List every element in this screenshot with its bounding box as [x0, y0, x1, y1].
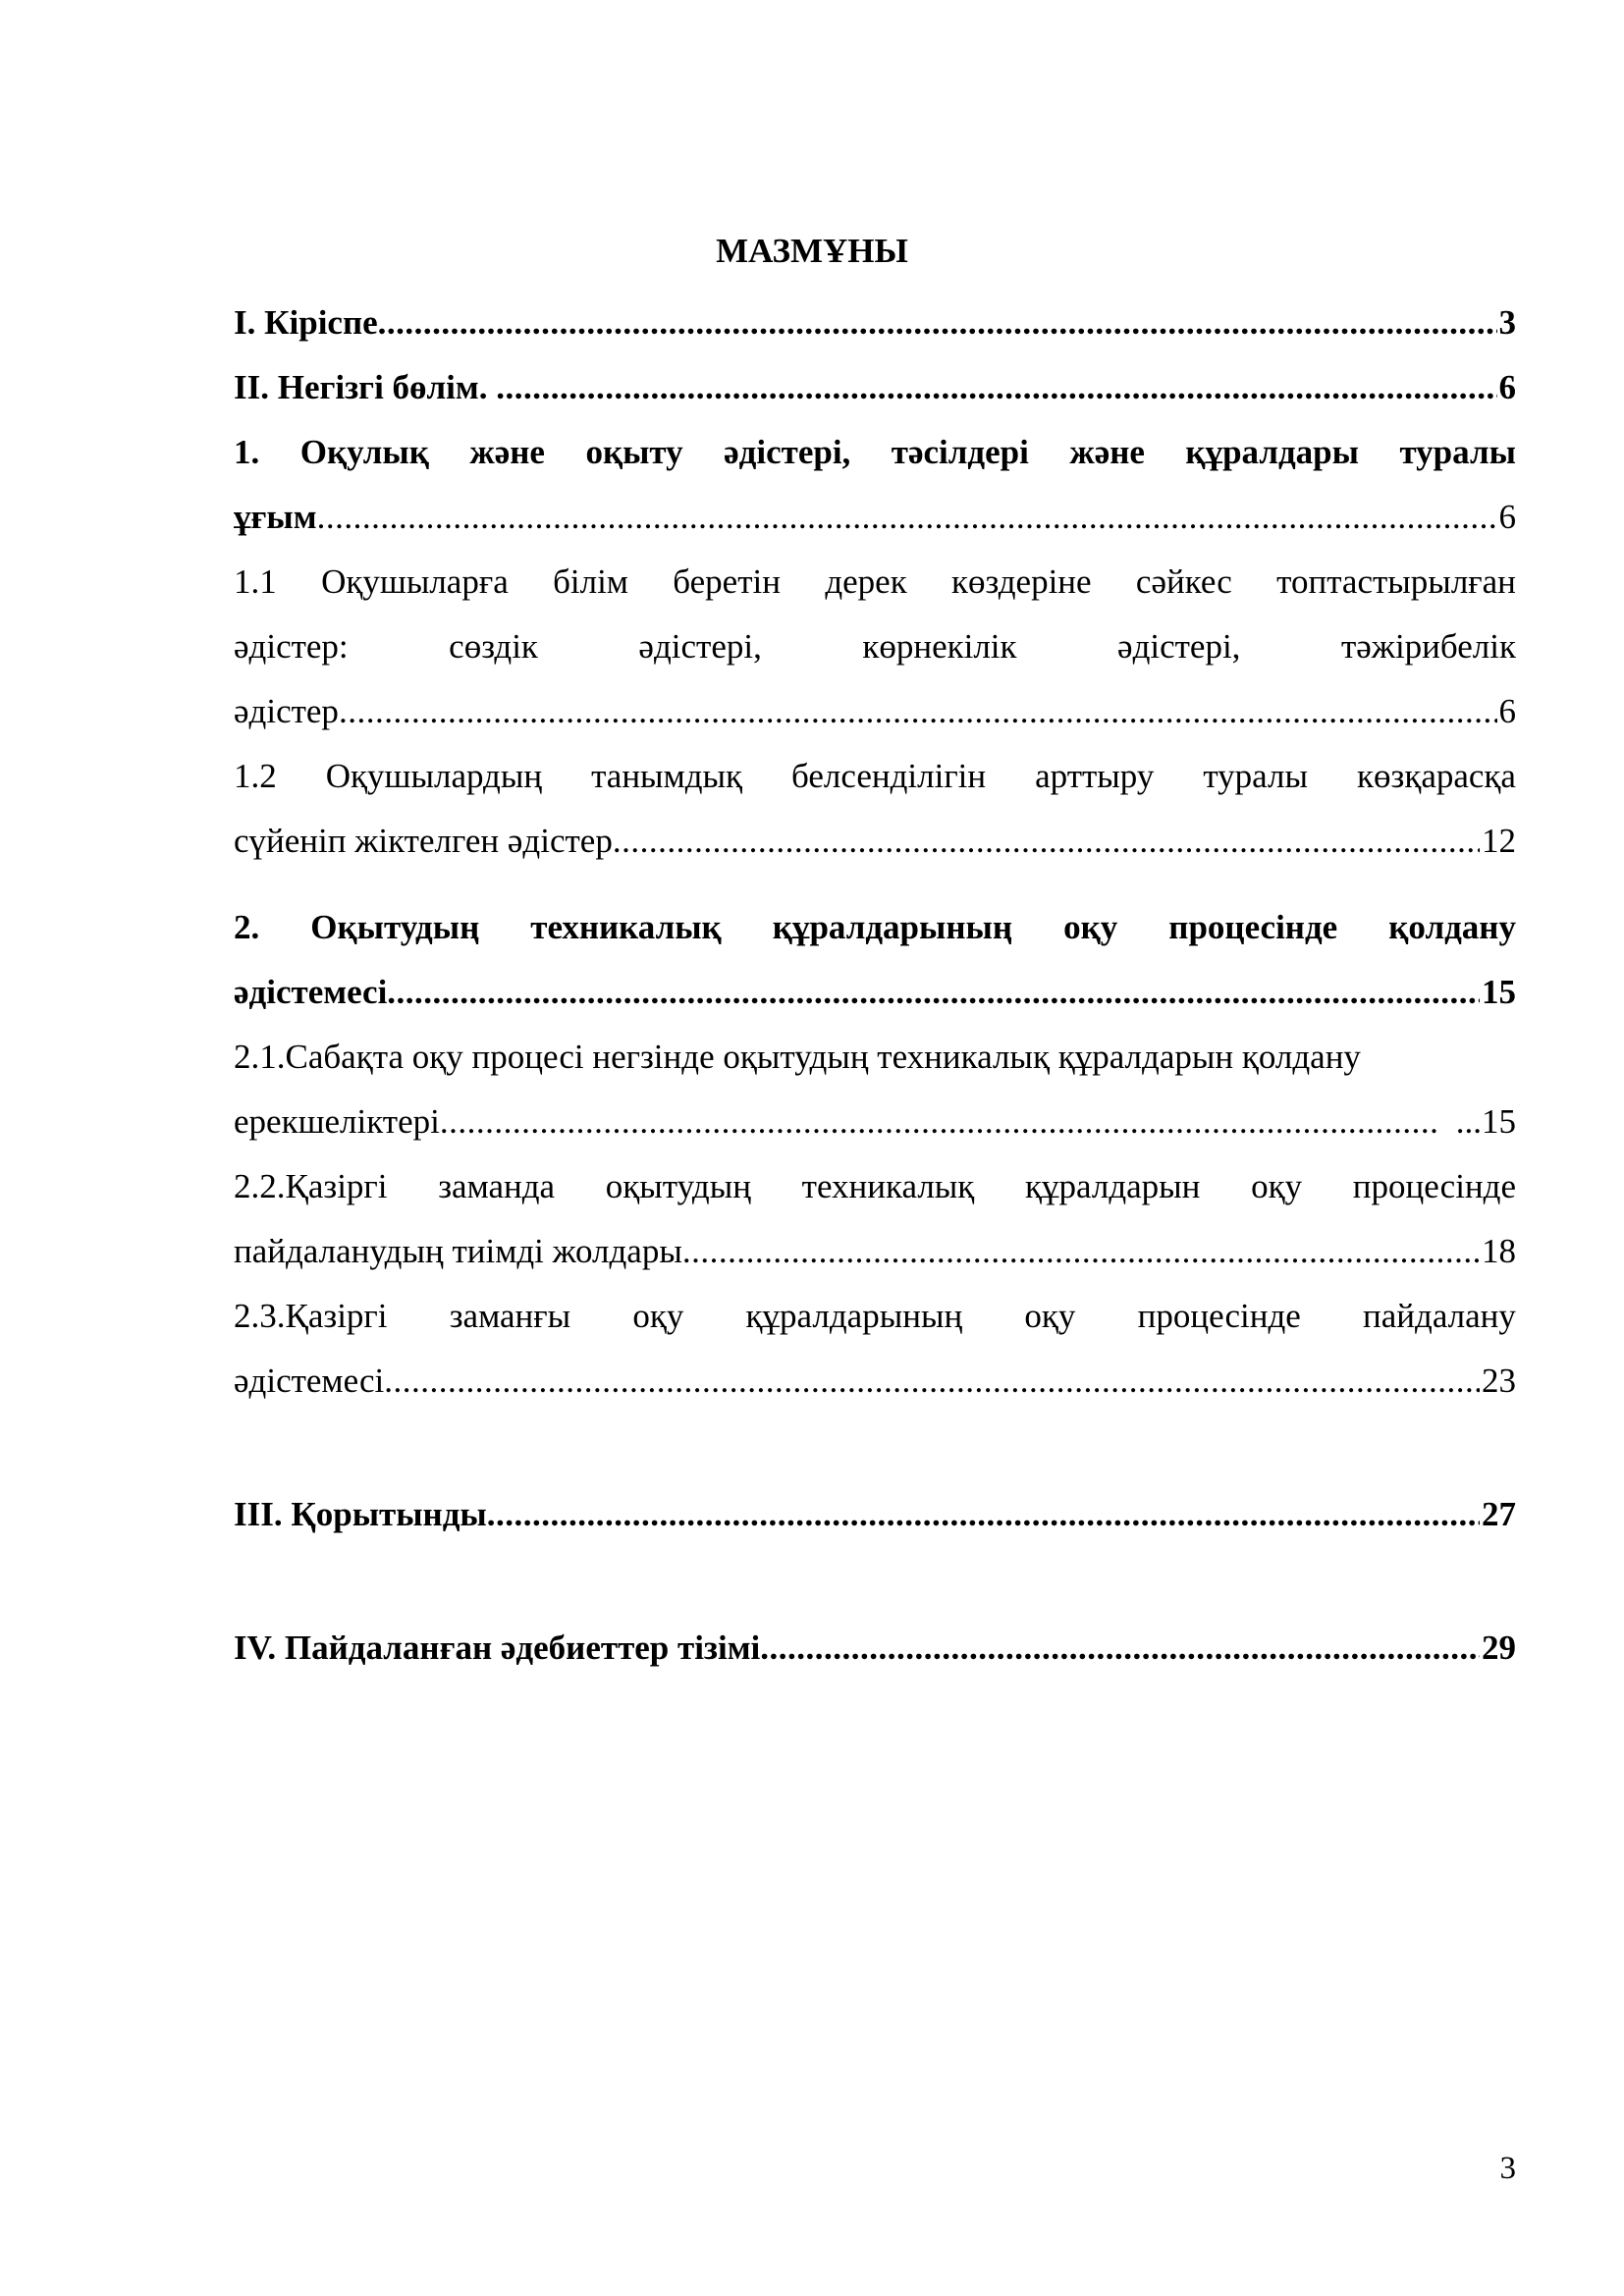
toc-page-number: 6	[1498, 498, 1516, 536]
toc-page-number: 23	[1482, 1362, 1516, 1400]
toc-line-justified	[234, 550, 1516, 614]
toc-entry-section-1-2	[234, 744, 1516, 874]
spacer	[234, 874, 1516, 895]
toc-word: Оқушылардың	[325, 757, 543, 795]
toc-word: оқыту	[585, 433, 683, 471]
toc-line-justified	[234, 895, 1516, 960]
toc-word: қолдану	[1388, 908, 1516, 946]
toc-entry-text: III. Қорытынды	[234, 1495, 487, 1533]
toc-line	[234, 1219, 1516, 1284]
toc-word: білім	[553, 562, 628, 601]
toc-word: топтастырылған	[1276, 562, 1516, 601]
toc-entry-text: әдістемесі	[234, 973, 388, 1011]
toc-line-justified	[234, 744, 1516, 809]
dot-leader	[378, 291, 1497, 355]
toc-word: туралы	[1203, 757, 1308, 795]
toc-word: әдістері,	[724, 433, 851, 471]
toc-word: 2.3.Қазіргі	[234, 1297, 388, 1335]
toc-word: оқу	[632, 1297, 684, 1335]
dot-leader	[387, 960, 1480, 1025]
toc-entry-section-2-2	[234, 1154, 1516, 1284]
toc-word: көздеріне	[951, 562, 1092, 601]
dot-leader	[440, 1090, 1436, 1154]
toc-word: құралдарының	[745, 1297, 963, 1335]
toc-page-number: 29	[1482, 1629, 1516, 1667]
dot-leader	[760, 1616, 1480, 1681]
toc-entry-text: ұғым	[234, 498, 317, 536]
toc-word: көзқарасқа	[1356, 757, 1516, 795]
page-number: 3	[1499, 2151, 1516, 2186]
toc-entry-text: сүйеніп жіктелген әдістер	[234, 822, 613, 860]
toc-word: Оқушыларға	[321, 562, 509, 601]
toc-word: 1.1	[234, 562, 277, 601]
toc-word: 1.	[234, 433, 260, 471]
toc-word: пайдалану	[1363, 1297, 1516, 1335]
toc-word: әдістері,	[1117, 627, 1241, 666]
toc-line	[234, 809, 1516, 874]
toc-line-justified	[234, 420, 1516, 485]
toc-word: процесінде	[1137, 1297, 1301, 1335]
toc-line	[234, 355, 1516, 420]
dot-leader	[487, 1482, 1480, 1547]
toc-entry-section-2-1	[234, 1025, 1516, 1154]
toc-word: тәсілдері	[891, 433, 1029, 471]
toc-word: сөздік	[449, 627, 538, 666]
toc-word: заманғы	[449, 1297, 571, 1335]
toc-page-number: 6	[1498, 368, 1516, 406]
toc-page-number: 15	[1482, 973, 1516, 1011]
toc-word: 2.2.Қазіргі	[234, 1167, 388, 1205]
toc-word: Оқытудың	[310, 908, 480, 946]
toc-word: дерек	[825, 562, 907, 601]
dot-leader	[317, 485, 1497, 550]
toc-word: 2.	[234, 908, 260, 946]
toc-line	[234, 679, 1516, 744]
toc-word: құралдары	[1185, 433, 1359, 471]
toc-page-number: 12	[1482, 822, 1516, 860]
toc-title: МАЗМҰНЫ	[716, 232, 908, 270]
spacer	[234, 1547, 1516, 1616]
toc-entry-section-1-1	[234, 550, 1516, 744]
toc-entry-text: II. Негізгі бөлім.	[234, 368, 497, 406]
toc-word: заманда	[438, 1167, 556, 1205]
toc-page-number: 27	[1482, 1495, 1516, 1533]
dot-leader	[384, 1349, 1480, 1414]
toc-entry-text: әдістемесі	[234, 1362, 385, 1400]
toc-word: әдістері,	[638, 627, 762, 666]
toc-entry-conclusion	[234, 1482, 1516, 1547]
toc-line	[234, 485, 1516, 550]
toc-line	[234, 291, 1516, 355]
dot-leader	[613, 809, 1480, 874]
toc-entry-references	[234, 1616, 1516, 1681]
toc-word: және	[469, 433, 545, 471]
toc-entry-main-part	[234, 355, 1516, 420]
toc-line	[234, 1349, 1516, 1414]
toc-word: туралы	[1399, 433, 1516, 471]
toc-word: құралдарын	[1025, 1167, 1201, 1205]
toc-word: сәйкес	[1135, 562, 1232, 601]
toc-line-justified	[234, 1154, 1516, 1219]
toc-word: процесінде	[1352, 1167, 1516, 1205]
toc-entry-section-2	[234, 895, 1516, 1025]
toc-entry-text: 2.1.Сабақта оқу процесі негзінде оқытудың техникалық құралдарын қолдану	[234, 1038, 1361, 1076]
toc-page-number: 18	[1482, 1232, 1516, 1270]
toc-entry-section-2-3	[234, 1284, 1516, 1414]
toc-line	[234, 1090, 1516, 1154]
toc-entry-introduction	[234, 291, 1516, 355]
toc-entry-text: I. Кіріспе	[234, 303, 378, 342]
toc-entry-text: ерекшеліктері	[234, 1102, 440, 1141]
spacer	[234, 1414, 1516, 1482]
toc-word: оқу	[1024, 1297, 1076, 1335]
toc-word: әдістер:	[234, 627, 349, 666]
toc-entry-text: IV. Пайдаланған әдебиеттер тізімі	[234, 1629, 761, 1667]
toc-word: құралдарының	[772, 908, 1013, 946]
toc-word: көрнекілік	[862, 627, 1017, 666]
toc-word: оқу	[1063, 908, 1118, 946]
toc-page-number: 3	[1498, 303, 1516, 342]
toc-page-number: ...15	[1455, 1102, 1516, 1141]
toc-line	[234, 960, 1516, 1025]
toc-word: оқытудың	[605, 1167, 751, 1205]
toc-word: танымдық	[591, 757, 743, 795]
toc-line-justified	[234, 1284, 1516, 1349]
toc-entry-text: пайдаланудың тиімді жолдары	[234, 1232, 682, 1270]
toc-word: белсенділігін	[791, 757, 987, 795]
toc-entry-section-1	[234, 420, 1516, 550]
toc-page-number: 6	[1498, 692, 1516, 730]
toc-line-justified	[234, 614, 1516, 679]
dot-leader	[682, 1219, 1480, 1284]
toc-word: Оқулық	[299, 433, 429, 471]
table-of-contents	[234, 291, 1516, 1681]
dot-leader	[339, 679, 1497, 744]
toc-entry-text: әдістер	[234, 692, 339, 730]
toc-line	[234, 1482, 1516, 1547]
toc-word: процесінде	[1168, 908, 1338, 946]
toc-word: оқу	[1251, 1167, 1303, 1205]
toc-word: және	[1069, 433, 1145, 471]
toc-word: беретін	[673, 562, 781, 601]
toc-word: техникалық	[530, 908, 722, 946]
toc-word: 1.2	[234, 757, 277, 795]
toc-line	[234, 1616, 1516, 1681]
toc-line	[234, 1025, 1516, 1090]
toc-word: арттыру	[1035, 757, 1155, 795]
toc-word: тәжірибелік	[1340, 627, 1516, 666]
dot-leader	[496, 355, 1496, 420]
toc-word: техникалық	[801, 1167, 975, 1205]
